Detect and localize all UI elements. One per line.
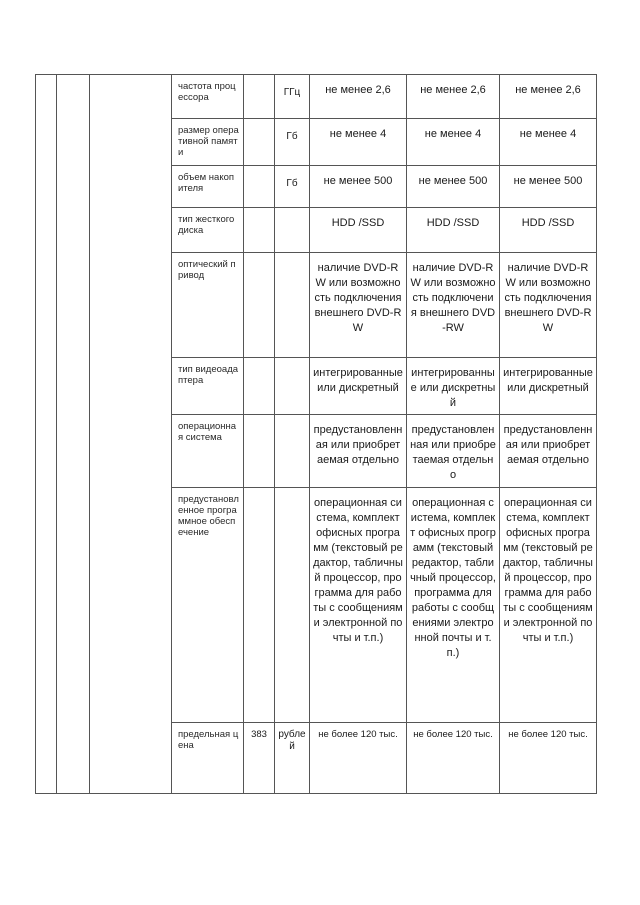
row-value-3: не менее 4 <box>500 119 597 166</box>
row-unit: Гб <box>275 166 310 208</box>
row-code: 383 <box>244 723 275 794</box>
row-unit <box>275 358 310 415</box>
row-value-3: HDD /SSD <box>500 208 597 253</box>
empty-column-2 <box>57 75 90 794</box>
row-name: объем накопителя <box>172 166 244 208</box>
row-unit: рублей <box>275 723 310 794</box>
row-value-2: не менее 500 <box>407 166 500 208</box>
row-code <box>244 415 275 488</box>
empty-column-1 <box>36 75 57 794</box>
row-name: предельная цена <box>172 723 244 794</box>
row-value-2: не менее 4 <box>407 119 500 166</box>
specification-table <box>35 74 597 794</box>
row-value-2: операционная система, комплект офисных программ (текстовый редактор, табличный процессор, программа для работы с сообщениями электронной почты и т.п.) <box>407 488 500 723</box>
row-code <box>244 166 275 208</box>
row-value-1: интегрированные или дискретный <box>310 358 407 415</box>
row-value-3: не менее 500 <box>500 166 597 208</box>
row-unit <box>275 415 310 488</box>
row-value-2: предустановленная или приобретаемая отдельно <box>407 415 500 488</box>
row-code <box>244 358 275 415</box>
row-value-1: не менее 4 <box>310 119 407 166</box>
row-value-2: не менее 2,6 <box>407 75 500 119</box>
row-value-1: не менее 2,6 <box>310 75 407 119</box>
row-name: предустановленное программное обеспечение <box>172 488 244 723</box>
row-value-3: интегрированные или дискретный <box>500 358 597 415</box>
row-unit <box>275 253 310 358</box>
row-code <box>244 119 275 166</box>
row-name: размер оперативной памяти <box>172 119 244 166</box>
row-value-1: не более 120 тыс. <box>310 723 407 794</box>
row-unit: Гб <box>275 119 310 166</box>
row-code <box>244 75 275 119</box>
row-name: операционная система <box>172 415 244 488</box>
table-row <box>36 75 597 119</box>
row-value-3: не менее 2,6 <box>500 75 597 119</box>
row-value-2: наличие DVD-RW или возможность подключения внешнего DVD-RW <box>407 253 500 358</box>
row-unit <box>275 488 310 723</box>
row-value-1: наличие DVD-RW или возможность подключения внешнего DVD-RW <box>310 253 407 358</box>
row-code <box>244 253 275 358</box>
row-code <box>244 488 275 723</box>
row-name: частота процессора <box>172 75 244 119</box>
row-value-2: HDD /SSD <box>407 208 500 253</box>
row-name: оптический привод <box>172 253 244 358</box>
row-value-1: операционная система, комплект офисных программ (текстовый редактор, табличный процессор, программа для работы с сообщениями электронной почты и т.п.) <box>310 488 407 723</box>
empty-column-3 <box>90 75 172 794</box>
row-unit <box>275 208 310 253</box>
row-value-2: интегрированные или дискретный <box>407 358 500 415</box>
row-name: тип видеоадаптера <box>172 358 244 415</box>
row-code <box>244 208 275 253</box>
row-unit: ГГц <box>275 75 310 119</box>
row-value-1: предустановленная или приобретаемая отдельно <box>310 415 407 488</box>
row-value-3: не более 120 тыс. <box>500 723 597 794</box>
row-name: тип жесткого диска <box>172 208 244 253</box>
row-value-1: HDD /SSD <box>310 208 407 253</box>
row-value-3: наличие DVD-RW или возможность подключения внешнего DVD-RW <box>500 253 597 358</box>
row-value-2: не более 120 тыс. <box>407 723 500 794</box>
row-value-1: не менее 500 <box>310 166 407 208</box>
row-value-3: предустановленная или приобретаемая отдельно <box>500 415 597 488</box>
row-value-3: операционная система, комплект офисных программ (текстовый редактор, табличный процессор, программа для работы с сообщениями электронной почты и т.п.) <box>500 488 597 723</box>
